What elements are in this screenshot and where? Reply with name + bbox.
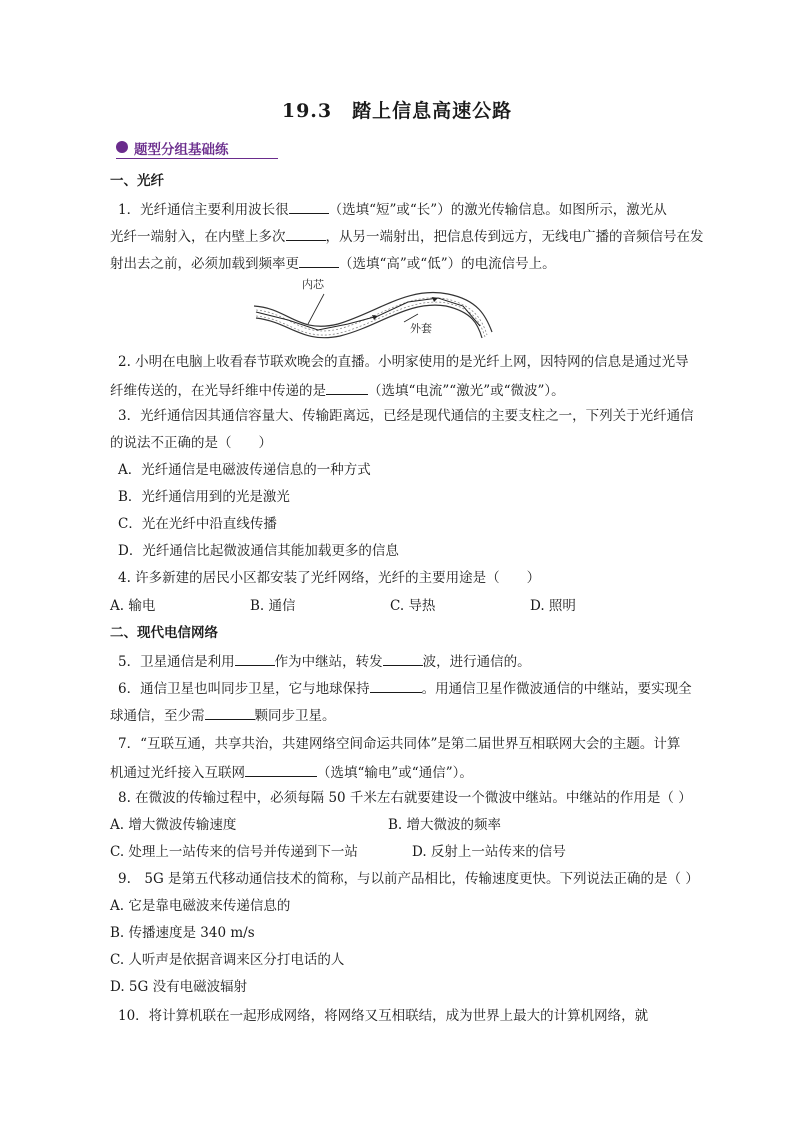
q3-option-b[interactable]: B．光纤通信用到的光是激光	[118, 489, 290, 505]
q6-line2: 球通信，至少需 颗同步卫星。	[110, 705, 734, 725]
q8-option-a[interactable]: A. 增大微波传输速度	[110, 817, 237, 833]
q2-line1: 2. 小明在电脑上收看春节联欢晚会的直播。小明家使用的是光纤上网，因特网的信息是通过光导	[118, 354, 689, 370]
page-title: 19.3 踏上信息高速公路	[281, 100, 513, 122]
q7-blank[interactable]	[245, 762, 317, 777]
part2-heading: 二、现代电信网络	[110, 625, 218, 641]
q4-option-a[interactable]: A. 输电	[110, 598, 156, 614]
q9-line1: 9. 5G 是第五代移动通信技术的简称，与以前产品相比，传输速度更快。下列说法正确的是（ ）	[118, 871, 699, 887]
q3-line1: 3．光纤通信因其通信容量大、传输距离远，已经是现代通信的主要支柱之一，下列关于光纤通信	[118, 408, 694, 424]
q9-option-a[interactable]: A. 它是靠电磁波来传递信息的	[110, 898, 291, 914]
q5-line: 5．卫星通信是利用 作为中继站，转发 波，进行通信的。	[118, 651, 734, 671]
optical-fiber-figure	[248, 276, 498, 346]
q1-blank1[interactable]	[289, 199, 329, 214]
q8-option-b[interactable]: B. 增大微波的频率	[388, 817, 502, 833]
q8-line1: 8. 在微波的传输过程中，必须每隔 50 千米左右就要建设一个微波中继站。中继站的作用是（ ）	[118, 790, 692, 806]
q7-line1: 7．“互联互通，共享共治，共建网络空间命运共同体”是第二届世界互相联网大会的主题。计算	[118, 736, 681, 752]
part1-heading: 一、光纤	[110, 173, 164, 189]
label-core: 内芯	[302, 278, 324, 291]
q8-option-c[interactable]: C. 处理上一站传来的信号并传递到下一站	[110, 844, 358, 860]
q2-blank[interactable]	[326, 380, 368, 395]
q5-blank2[interactable]	[383, 651, 423, 666]
q3-option-d[interactable]: D．光纤通信比起微波通信其能加载更多的信息	[118, 543, 399, 559]
q6-blank1[interactable]	[370, 678, 422, 693]
q4-option-b[interactable]: B. 通信	[250, 598, 296, 614]
q1-blank3[interactable]	[299, 253, 339, 268]
q4-option-c[interactable]: C. 导热	[390, 598, 436, 614]
q1-blank2[interactable]	[286, 226, 326, 241]
q4-line1: 4. 许多新建的居民小区都安装了光纤网络，光纤的主要用途是（ ）	[118, 570, 541, 586]
q10-line1: 10．将计算机联在一起形成网络，将网络又互相联结，成为世界上最大的计算机网络，就	[118, 1008, 649, 1024]
q3-option-a[interactable]: A．光纤通信是电磁波传递信息的一种方式	[118, 462, 371, 478]
q3-line2: 的说法不正确的是（ ）	[110, 435, 272, 451]
q5-blank1[interactable]	[235, 651, 275, 666]
q1-line2: 光纤一端射入，在内壁上多次 ，从另一端射出，把信息传到远方，无线电广播的音频信号在发	[110, 226, 734, 246]
q7-line2: 机通过光纤接入互联网 （选填“输电”或“通信”）。	[110, 762, 734, 782]
section-tag	[116, 138, 278, 159]
q1-line3: 射出去之前，必须加载到频率更 （选填“高”或“低”）的电流信号上。	[110, 253, 734, 273]
q9-option-d[interactable]: D. 5G 没有电磁波辐射	[110, 979, 248, 995]
q6-blank2[interactable]	[205, 705, 255, 720]
q2-line2: 纤维传送的，在光导纤维中传递的是 （选填“电流”“激光”或“微波”）。	[110, 380, 734, 400]
q3-option-c[interactable]: C．光在光纤中沿直线传播	[118, 516, 277, 532]
q4-option-d[interactable]: D. 照明	[530, 598, 576, 614]
q8-option-d[interactable]: D. 反射上一站传来的信号	[412, 844, 566, 860]
q9-option-b[interactable]: B. 传播速度是 340 m/s	[110, 925, 255, 941]
q1-line1: 1．光纤通信主要利用波长很 （选填“短”或“长”）的激光传输信息。如图所示，激光从	[118, 199, 734, 219]
label-sheath: 外套	[410, 322, 432, 335]
q9-option-c[interactable]: C. 人听声是依据音调来区分打电话的人	[110, 952, 345, 968]
section-tag-label: 题型分组基础练	[134, 142, 229, 158]
bullet-dot-icon	[116, 141, 128, 153]
q6-line1: 6．通信卫星也叫同步卫星，它与地球保持 。用通信卫星作微波通信的中继站，要实现全	[118, 678, 734, 698]
